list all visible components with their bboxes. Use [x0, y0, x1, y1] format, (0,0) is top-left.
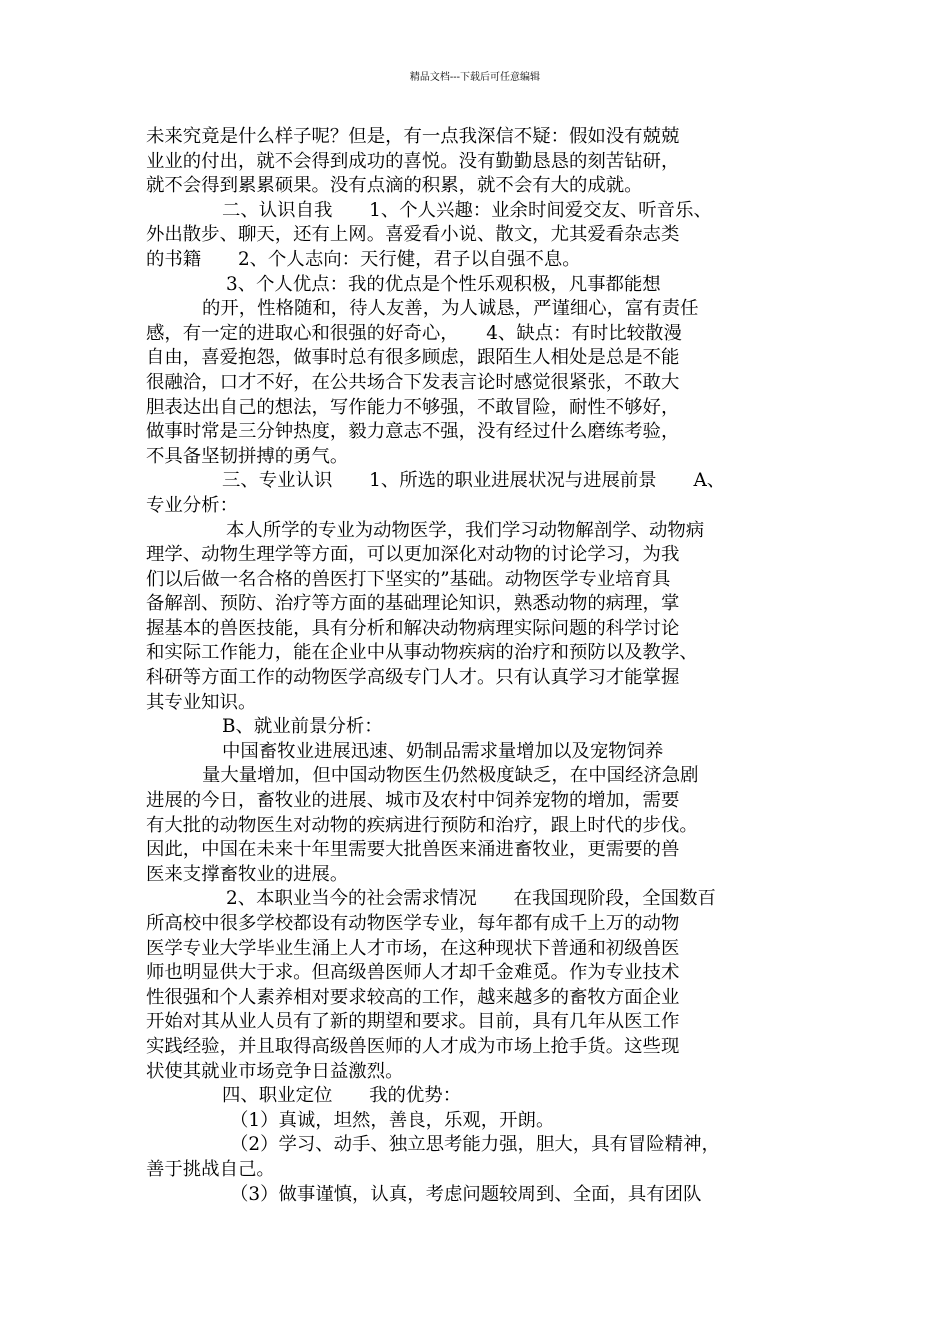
text-line: 备解剖、预防、治疗等方面的基础理论知识，熟悉动物的病理，掌: [146, 593, 680, 615]
text-line: 2、本职业当今的社会需求情况 在我国现阶段，全国数百: [226, 888, 716, 910]
text-line: 三、专业认识 1、所选的职业进展状况与进展前景 A、: [222, 470, 726, 492]
text-line: 和实际工作能力，能在企业中从事动物疾病的治疗和预防以及教学、: [146, 642, 698, 664]
text-line: （3）做事谨慎，认真，考虑问题较周到、全面，具有团队: [230, 1183, 702, 1205]
text-line: 医学专业大学毕业生涌上人才市场，在这种现状下普通和初级兽医: [146, 937, 680, 959]
text-line: 状使其就业市场竞争日益激烈。: [146, 1060, 404, 1082]
text-line: 实践经验，并且取得高级兽医师的人才成为市场上抢手货。这些现: [146, 1035, 680, 1057]
text-line: 性很强和个人素养相对要求较高的工作，越来越多的畜牧方面企业: [146, 986, 680, 1008]
text-line: 理学、动物生理学等方面，可以更加深化对动物的讨论学习，为我: [146, 544, 680, 566]
text-line: 因此，中国在未来十年里需要大批兽医来涌进畜牧业，更需要的兽: [146, 839, 680, 861]
text-line: 其专业知识。: [146, 691, 257, 713]
text-line: 不具备坚韧拼搏的勇气。: [146, 445, 349, 467]
text-line: 中国畜牧业进展迅速、奶制品需求量增加以及宠物饲养: [222, 740, 664, 762]
text-line: 外出散步、聊天，还有上网。喜爱看小说、散文，尤其爱看杂志类: [146, 224, 680, 246]
text-line: 感，有一定的进取心和很强的好奇心， 4、缺点：有时比较散漫: [146, 322, 682, 344]
text-line: 胆表达出自己的想法，写作能力不够强，不敢冒险，耐性不够好，: [146, 396, 680, 418]
text-line: 有大批的动物医生对动物的疾病进行预防和治疗，跟上时代的步伐。: [146, 814, 698, 836]
text-line: 很融洽，口才不好，在公共场合下发表言论时感觉很紧张，不敢大: [146, 371, 680, 393]
text-line: 开始对其从业人员有了新的期望和要求。目前，具有几年从医工作: [146, 1011, 680, 1033]
text-line: 善于挑战自己。: [146, 1158, 275, 1180]
text-line: 科研等方面工作的动物医学高级专门人才。只有认真学习才能掌握: [146, 667, 680, 689]
text-line: 二、认识自我 1、个人兴趣：业余时间爱交友、听音乐、: [222, 199, 712, 221]
text-line: 3、个人优点：我的优点是个性乐观积极，凡事都能想: [226, 273, 661, 295]
text-line: 做事时常是三分钟热度，毅力意志不强，没有经过什么磨练考验，: [146, 421, 680, 443]
text-line: 专业分析：: [146, 494, 238, 516]
text-line: 所高校中很多学校都设有动物医学专业，每年都有成千上万的动物: [146, 913, 680, 934]
text-line: 四、职业定位 我的优势：: [222, 1085, 462, 1107]
page-header: 精品文档---下载后可任意编辑: [409, 72, 541, 83]
text-line: 未来究竟是什么样子呢？但是，有一点我深信不疑：假如没有兢兢: [146, 126, 680, 147]
text-line: 业业的付出，就不会得到成功的喜悦。没有勤勤恳恳的刻苦钻研，: [146, 150, 680, 172]
text-line: 进展的今日，畜牧业的进展、城市及农村中饲养宠物的增加，需要: [146, 790, 680, 812]
text-line: 的书籍 2、个人志向：天行健，君子以自强不息。: [146, 248, 581, 270]
text-line: 量大量增加，但中国动物医生仍然极度缺乏，在中国经济急剧: [202, 765, 699, 787]
text-line: B、就业前景分析：: [222, 716, 383, 738]
text-line: 师也明显供大于求。但高级兽医师人才却千金难觅。作为专业技术: [146, 962, 680, 984]
text-line: 本人所学的专业为动物医学，我们学习动物解剖学、动物病: [226, 519, 705, 541]
text-line: 们以后做一名合格的兽医打下坚实的”基础。动物医学专业培育具: [146, 568, 671, 590]
document-body: [146, 125, 826, 1207]
text-line: （2）学习、动手、独立思考能力强，胆大，具有冒险精神，: [230, 1134, 720, 1156]
text-line: 自由，喜爱抱怨，做事时总有很多顾虑，跟陌生人相处是总是不能: [146, 347, 680, 369]
text-line: 就不会得到累累硕果。没有点滴的积累，就不会有大的成就。: [146, 175, 643, 197]
text-line: 的开，性格随和，待人友善，为人诚恳，严谨细心，富有责任: [202, 298, 699, 320]
text-line: 医来支撑畜牧业的进展。: [146, 863, 349, 885]
text-line: 握基本的兽医技能，具有分析和解决动物病理实际问题的科学讨论: [146, 617, 680, 639]
text-line: （1）真诚，坦然，善良，乐观，开朗。: [230, 1109, 555, 1131]
